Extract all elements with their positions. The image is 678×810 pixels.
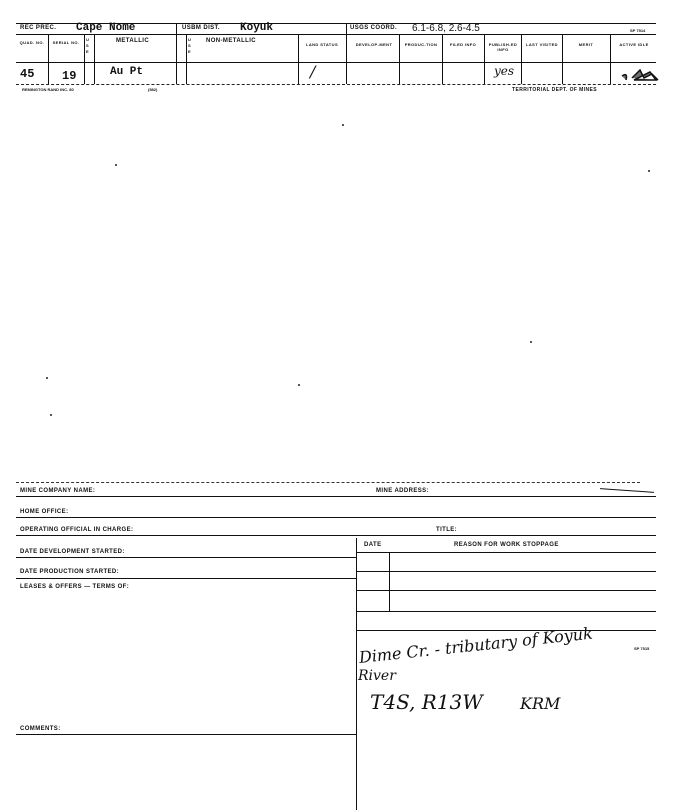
col-production: PRODUC-TION xyxy=(404,42,438,47)
col-published-info: PUBLISH-ED INFO xyxy=(488,42,518,52)
quad-no-value: 45 xyxy=(20,67,35,81)
printer-code: (582) xyxy=(148,87,158,92)
leases-offers-label: LEASES & OFFERS — TERMS OF: xyxy=(20,584,130,590)
serial-no-value: 19 xyxy=(62,69,77,83)
operating-official-label: OPERATING OFFICIAL IN CHARGE: xyxy=(20,527,134,533)
active-idle-scribble xyxy=(620,64,660,84)
scan-speck xyxy=(46,377,48,379)
col-nonmetallic: NON-METALLIC xyxy=(206,38,257,44)
scan-speck xyxy=(342,124,344,126)
date-production-label: DATE PRODUCTION STARTED: xyxy=(20,569,120,575)
col-development: DEVELOP-MENT xyxy=(355,42,393,47)
date-column-header: DATE xyxy=(364,542,382,548)
usbm-dist-value: Koyuk xyxy=(240,22,274,34)
note-initials: KRM xyxy=(520,694,561,713)
metallic-value: Au Pt xyxy=(110,66,144,78)
scan-speck xyxy=(298,384,300,386)
published-info-value: yes xyxy=(494,64,515,78)
reason-column-header: REASON FOR WORK STOPPAGE xyxy=(454,542,559,548)
col-serial-no: SERIAL NO. xyxy=(52,40,80,45)
usgs-coord-label: USGS COORD. xyxy=(350,25,398,31)
scan-speck xyxy=(115,164,117,166)
comments-label: COMMENTS: xyxy=(20,726,61,732)
usgs-coord-value: 6.1-6.8, 2.6-4.5 xyxy=(412,23,480,34)
col-active-idle: ACTIVE IDLE xyxy=(619,42,649,47)
scan-speck xyxy=(648,170,650,172)
col-merit: MERIT xyxy=(578,42,594,47)
usbm-dist-label: USBM DIST. xyxy=(182,25,221,31)
home-office-label: HOME OFFICE: xyxy=(20,509,69,515)
col-last-visited: LAST VISITED xyxy=(526,42,558,47)
mine-address-label: MINE ADDRESS: xyxy=(376,488,429,494)
note-river: River xyxy=(358,668,396,684)
rec-prec-label: REC PREC. xyxy=(20,25,57,31)
col-use-metallic: U S E xyxy=(86,37,90,54)
land-status-value: / xyxy=(310,62,316,81)
mine-company-name-label: MINE COMPANY NAME: xyxy=(20,488,96,494)
col-filed-info: FILED INFO xyxy=(449,42,477,47)
date-development-label: DATE DEVELOPMENT STARTED: xyxy=(20,549,125,555)
form-code: SP 7514 xyxy=(630,28,646,33)
rec-prec-value: Cape Nome xyxy=(76,22,136,34)
form-code-2: SP 7515 xyxy=(634,646,650,651)
printer-credit: REMINGTON RAND INC. 80 xyxy=(22,87,74,92)
col-land-status: LAND STATUS xyxy=(305,42,339,47)
title-label: TITLE: xyxy=(436,527,458,533)
scan-speck xyxy=(530,341,532,343)
issuing-department: TERRITORIAL DEPT. OF MINES xyxy=(512,87,597,93)
col-metallic: METALLIC xyxy=(116,38,150,44)
col-quad-no: QUAD. NO. xyxy=(19,40,45,45)
scan-speck xyxy=(50,414,52,416)
note-township-range: T4S, R13W xyxy=(370,690,483,714)
note-location: Dime Cr. - tributary of Koyuk xyxy=(358,623,594,667)
col-use-nonmetallic: U S E xyxy=(188,37,192,54)
